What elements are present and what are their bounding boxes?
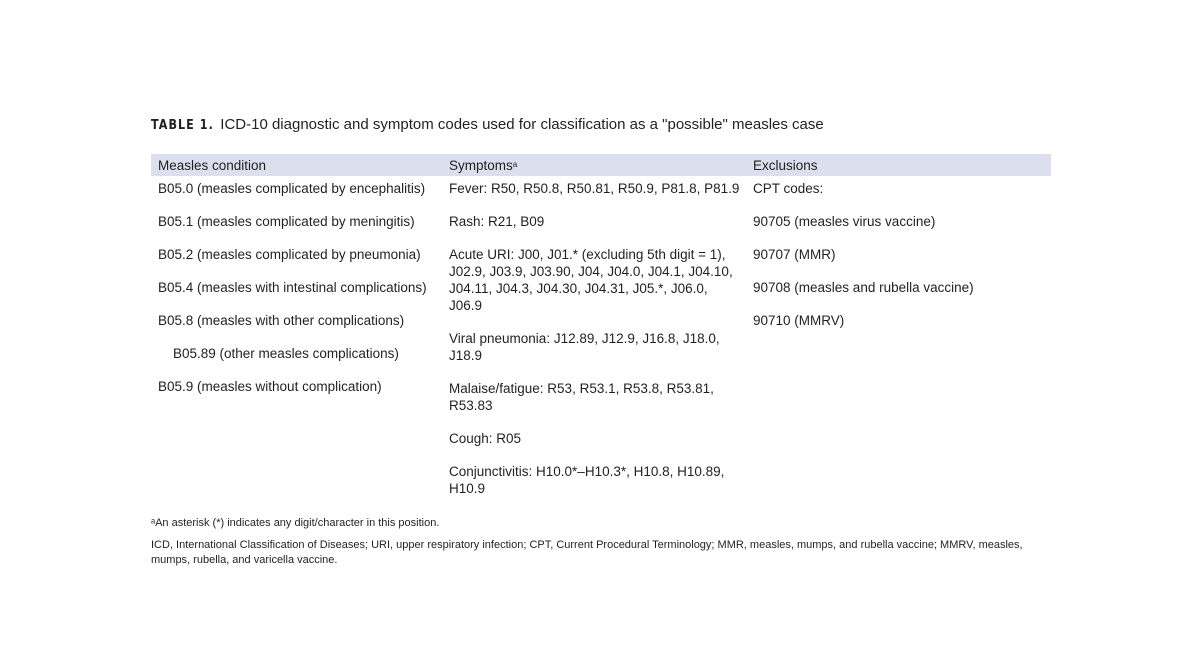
symptom-item: Acute URI: J00, J01.* (excluding 5th digit = 1), J02.9, J03.9, J03.90, J04, J04.0, J04.1, J04.10, J04.11, J04.3, J04.30, J04.31, J05.*, J06.0, J06.9: [449, 247, 733, 313]
condition-item: B05.8 (measles with other complications): [158, 313, 405, 328]
condition-item: B05.2 (measles complicated by pneumonia): [158, 247, 421, 262]
table-header-row: [151, 154, 1051, 176]
symptoms-cell: [442, 176, 744, 509]
table-label: TABLE 1.: [151, 118, 214, 133]
table-footnotes: [151, 516, 1051, 568]
symptoms-list: [449, 176, 744, 509]
exclusion-item: 90710 (MMRV): [753, 313, 845, 328]
asterisk-footnote: ᵃAn asterisk (*) indicates any digit/character in this position.: [151, 517, 440, 529]
symptom-item: Cough: R05: [449, 431, 522, 446]
table-figure: [151, 116, 1051, 575]
symptom-item: Rash: R21, B09: [449, 214, 545, 229]
header-exclusions: Exclusions: [753, 158, 818, 173]
table-caption: [151, 116, 1051, 135]
codes-table: [151, 154, 1051, 509]
exclusions-list: [753, 176, 1051, 341]
condition-item: B05.9 (measles without complication): [158, 379, 382, 394]
conditions-cell: [151, 176, 442, 509]
abbreviations-footnote: ICD, International Classification of Diseases; URI, upper respiratory infection; CPT, Current Procedural Terminology; MMR, measles, mumps, and rubella vaccine; MMRV, measles, mumps, rubella, and varicella vaccine.: [151, 539, 1023, 566]
header-symptoms-footnote-marker: a: [512, 160, 518, 169]
condition-item: B05.0 (measles complicated by encephalitis): [158, 181, 426, 196]
symptom-item: Viral pneumonia: J12.89, J12.9, J16.8, J18.0, J18.9: [449, 331, 720, 363]
header-measles-condition: Measles condition: [158, 158, 267, 173]
condition-subitem: B05.89 (other measles complications): [173, 346, 399, 361]
header-symptoms-text: Symptoms: [449, 158, 513, 173]
table-body-row: [151, 176, 1051, 509]
exclusion-item: 90705 (measles virus vaccine): [753, 214, 936, 229]
condition-item: B05.1 (measles complicated by meningitis): [158, 214, 415, 229]
exclusions-cell: [744, 176, 1051, 509]
header-symptoms: [442, 154, 744, 176]
symptom-item: Malaise/fatigue: R53, R53.1, R53.8, R53.81, R53.83: [449, 381, 714, 413]
table-title: ICD-10 diagnostic and symptom codes used for classification as a "possible" measles case: [220, 116, 824, 133]
exclusion-item: CPT codes:: [753, 181, 824, 196]
conditions-list: [151, 176, 442, 407]
exclusion-item: 90708 (measles and rubella vaccine): [753, 280, 974, 295]
condition-item: B05.4 (measles with intestinal complications): [158, 280, 427, 295]
symptom-item: Conjunctivitis: H10.0*–H10.3*, H10.8, H10.89, H10.9: [449, 464, 725, 496]
symptom-item: Fever: R50, R50.8, R50.81, R50.9, P81.8, P81.9: [449, 181, 740, 196]
exclusion-item: 90707 (MMR): [753, 247, 836, 262]
